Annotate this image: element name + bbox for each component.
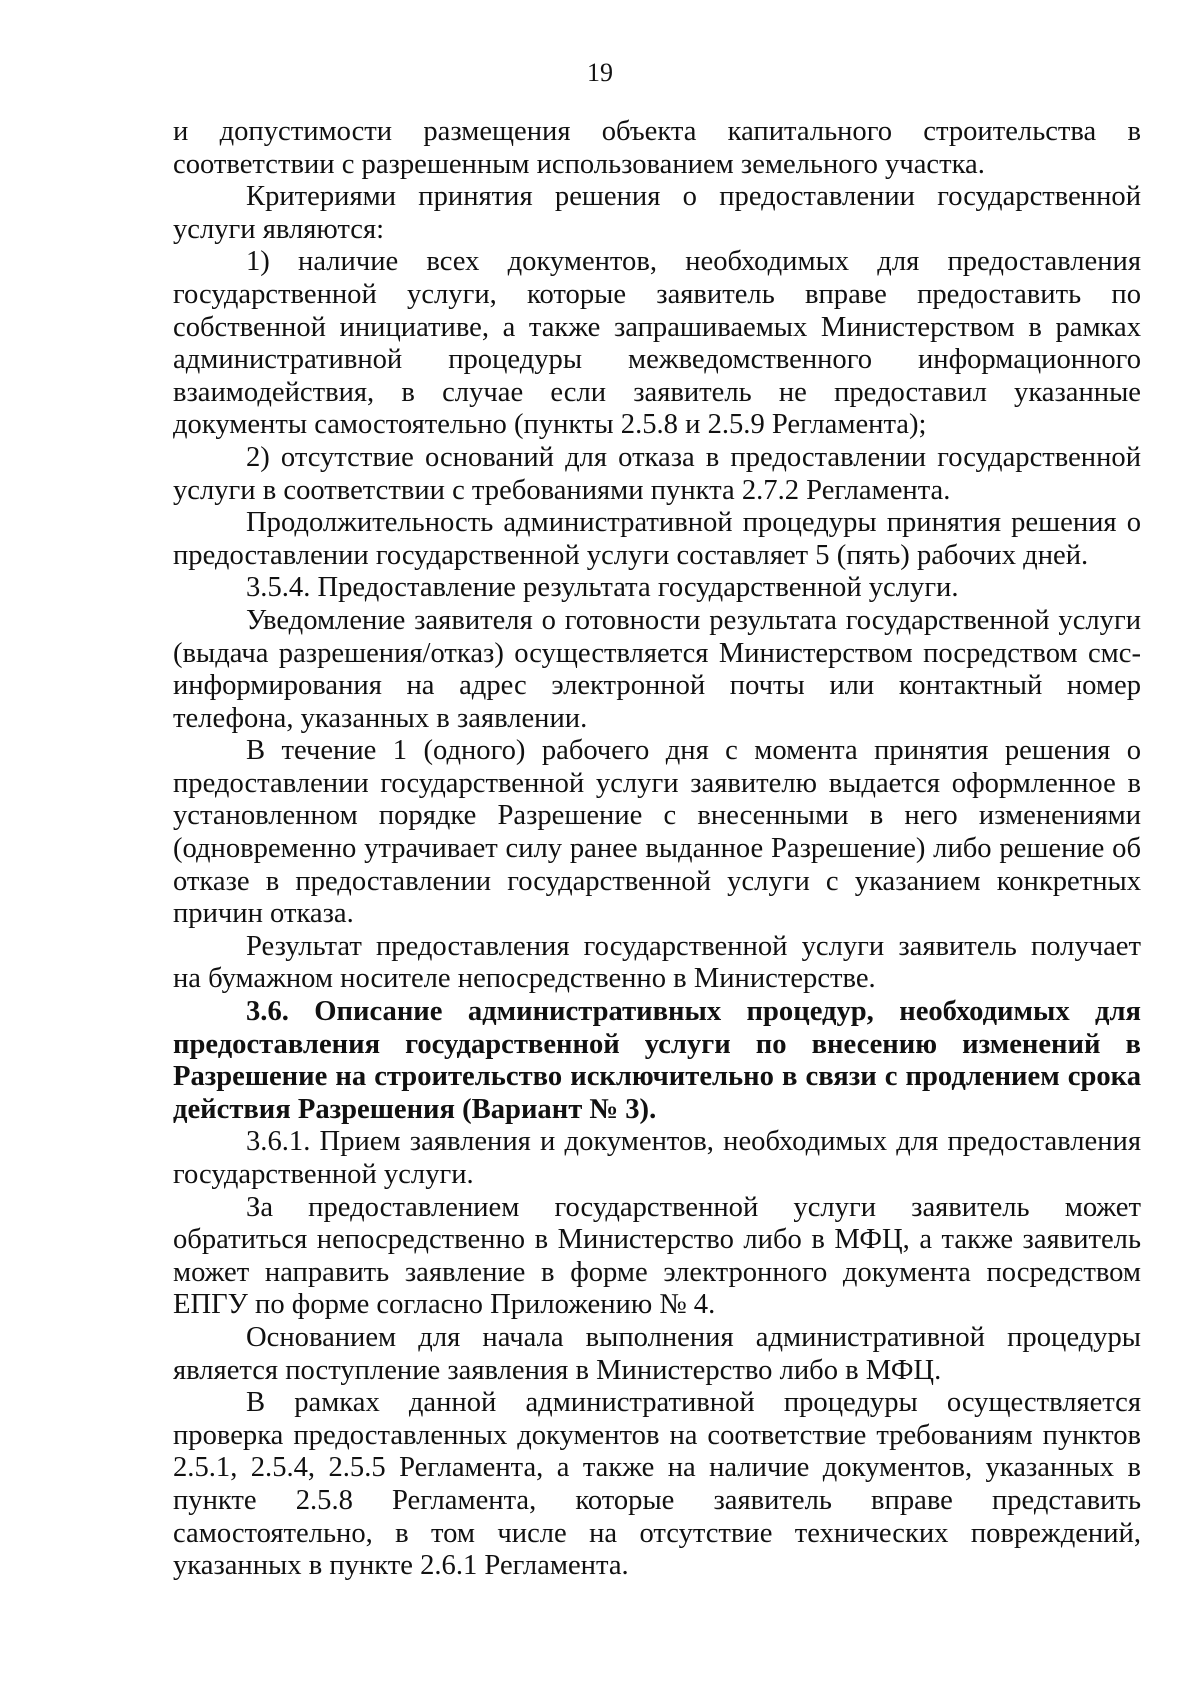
page-number: 19 — [587, 58, 613, 87]
paragraph-issuance: В течение 1 (одного) рабочего дня с момента принятия решения о предоставлении государственной услуги заявителю выдается оформленное в установленном порядке Разрешение с внесенными в него изменениями (одновременно утрачивает силу ранее выданное Разрешение) либо решение об отказе в предоставлении государственной услуги с указанием конкретных причин отказа. — [173, 735, 1141, 930]
section-heading-3-6: 3.6. Описание административных процедур, необходимых для предоставления государственной услуги по внесению изменений в Разрешение на строительство исключительно в связи с продлением срока действия Разрешения (Вариант № 3). — [173, 996, 1141, 1125]
paragraph-criteria-item-2: 2) отсутствие оснований для отказа в предоставлении государственной услуги в соответствии с требованиями пункта 2.7.2 Регламента. — [173, 441, 1141, 506]
paragraph-basis: Основанием для начала выполнения административной процедуры является поступление заявления в Министерство либо в МФЦ. — [173, 1321, 1141, 1386]
paragraph-continuation: и допустимости размещения объекта капитального строительства в соответствии с разрешенным использованием земельного участка. — [173, 116, 1141, 180]
paragraph-section-3-5-4: 3.5.4. Предоставление результата государственной услуги. — [246, 572, 959, 604]
paragraph-verification: В рамках данной административной процедуры осуществляется проверка предоставленных документов на соответствие требованиям пунктов 2.5.1, 2.5.4, 2.5.5 Регламента, а также на наличие документов, указанных в пункте 2.5.8 Регламента, которые заявитель вправе представить самостоятельно, в том числе на отсутствие технических повреждений, указанных в пункте 2.6.1 Регламента. — [173, 1387, 1141, 1582]
paragraph-duration: Продолжительность административной процедуры принятия решения о предоставлении государственной услуги составляет 5 (пять) рабочих дней. — [173, 507, 1141, 571]
paragraph-application-channels: За предоставлением государственной услуги заявитель может обратиться непосредственно в Министерство либо в МФЦ, а также заявитель может направить заявление в форме электронного документа посредством ЕПГУ по форме согласно Приложению № 4. — [173, 1191, 1141, 1321]
paragraph-criteria-item-1: 1) наличие всех документов, необходимых для предоставления государственной услуги, которые заявитель вправе предоставить по собственной инициативе, а также запрашиваемых Министерством в рамках административной процедуры межведомственного информационного взаимодействия, в случае если заявитель не предоставил указанные документы самостоятельно (пункты 2.5.8 и 2.5.9 Регламента); — [173, 246, 1141, 441]
paragraph-notification: Уведомление заявителя о готовности результата государственной услуги (выдача разрешения/отказ) осуществляется Министерством посредством смс-информирования на адрес электронной почты или контактный номер телефона, указанных в заявлении. — [173, 604, 1141, 734]
paragraph-criteria-intro: Критериями принятия решения о предоставлении государственной услуги являются: — [173, 181, 1141, 245]
document-body — [173, 116, 1141, 1583]
paragraph-result: Результат предоставления государственной услуги заявитель получает на бумажном носителе непосредственно в Министерстве. — [173, 930, 1141, 995]
paragraph-section-3-6-1: 3.6.1. Прием заявления и документов, необходимых для предоставления государственной услуги. — [173, 1126, 1141, 1190]
